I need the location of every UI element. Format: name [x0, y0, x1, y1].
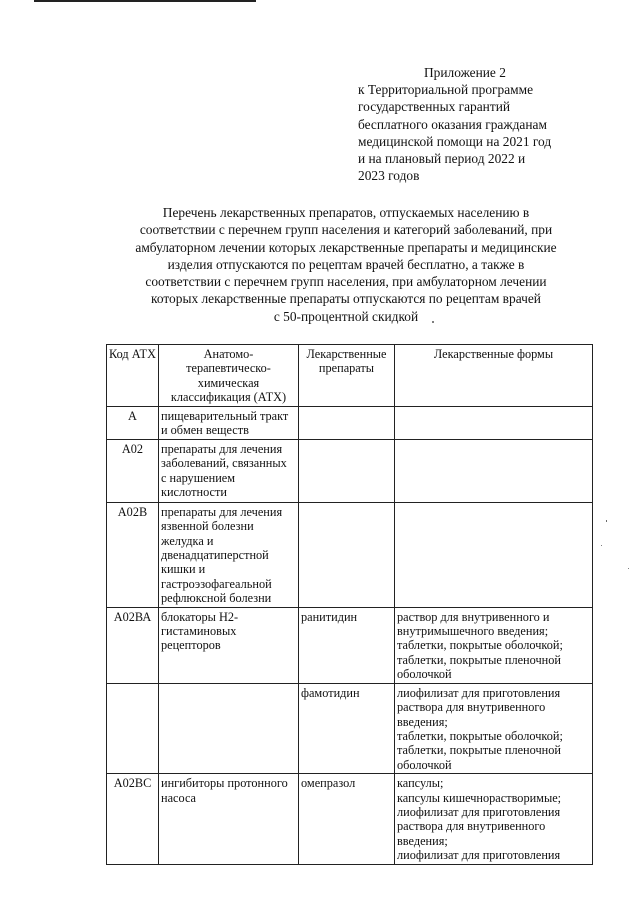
- top-edge-rule: [34, 0, 256, 2]
- forms-cell: [395, 439, 593, 502]
- header-drug: Лекарственные препараты: [299, 345, 395, 407]
- header-code: Код АТХ: [107, 345, 159, 407]
- appendix-line: и на плановый период 2022 и: [358, 151, 526, 167]
- classification-cell: [159, 683, 299, 773]
- drug-cell: ранитидин: [299, 607, 395, 683]
- table-row: [107, 502, 593, 607]
- atc-code-cell: А02ВА: [107, 607, 159, 683]
- title-line: соответствии с перечнем групп населения, при амбулаторном лечении: [145, 274, 547, 290]
- title-line: которых лекарственные препараты отпускаются по рецептам врачей: [151, 291, 541, 307]
- header-forms: Лекарственные формы: [395, 345, 593, 407]
- appendix-heading: Приложение 2: [424, 65, 506, 80]
- title-line: с 50-процентной скидкой: [273, 308, 419, 324]
- atc-code-cell: А: [107, 407, 159, 440]
- title-line: изделия отпускаются по рецептам врачей бесплатно, а также в: [167, 256, 525, 272]
- atc-code-cell: [107, 683, 159, 773]
- drug-list-table: [106, 344, 593, 865]
- forms-cell: капсулы; капсулы кишечнорастворимые; лиофилизат для приготовления раствора для внутривенного введения; лиофилизат для приготовления: [395, 774, 593, 864]
- drug-cell: [299, 502, 395, 607]
- appendix-line: бесплатного оказания гражданам: [358, 116, 547, 132]
- classification-cell: блокаторы Н2- гистаминовых рецепторов: [159, 607, 299, 683]
- drug-cell: фамотидин: [299, 683, 395, 773]
- classification-cell: препараты для лечения язвенной болезни желудка и двенадцатиперстной кишки и гастроэзофагеальной рефлюксной болезни: [159, 502, 299, 607]
- scan-speck: [606, 520, 607, 522]
- drug-cell: омепразол: [299, 774, 395, 864]
- table-row: [107, 407, 593, 440]
- table-header-row: [107, 345, 593, 407]
- appendix-line: государственных гарантий: [358, 99, 511, 115]
- classification-cell: препараты для лечения заболеваний, связанных с нарушением кислотности: [159, 439, 299, 502]
- atc-code-cell: А02В: [107, 502, 159, 607]
- appendix-line: 2023 годов: [358, 168, 420, 184]
- forms-cell: раствор для внутривенного и внутримышечного введения; таблетки, покрытые оболочкой; таблетки, покрытые пленочной оболочкой: [395, 607, 593, 683]
- table-row: [107, 607, 593, 683]
- table-row: [107, 774, 593, 864]
- document-title: [96, 204, 596, 325]
- table-row: [107, 683, 593, 773]
- header-classification: Анатомо- терапевтическо- химическая классификация (АТХ): [159, 345, 299, 407]
- appendix-line: медицинской помощи на 2021 год: [358, 133, 552, 149]
- atc-code-cell: А02ВС: [107, 774, 159, 864]
- table-row: [107, 439, 593, 502]
- title-line: амбулаторном лечении которых лекарственные препараты и медицинские: [135, 239, 557, 255]
- appendix-line: к Территориальной программе: [358, 82, 534, 98]
- forms-cell: [395, 502, 593, 607]
- drug-cell: [299, 407, 395, 440]
- appendix-block: [358, 64, 618, 184]
- scan-speck: [432, 321, 434, 323]
- scan-speck: [601, 545, 602, 546]
- forms-cell: лиофилизат для приготовления раствора для внутривенного введения; таблетки, покрытые оболочкой; таблетки, покрытые пленочной оболочкой: [395, 683, 593, 773]
- title-line: Перечень лекарственных препаратов, отпускаемых населению в: [162, 205, 530, 220]
- forms-cell: [395, 407, 593, 440]
- scan-speck: [628, 568, 629, 569]
- classification-cell: пищеварительный тракт и обмен веществ: [159, 407, 299, 440]
- drug-cell: [299, 439, 395, 502]
- classification-cell: ингибиторы протонного насоса: [159, 774, 299, 864]
- title-line: соответствии с перечнем групп населения и категорий заболеваний, при: [139, 222, 553, 238]
- atc-code-cell: А02: [107, 439, 159, 502]
